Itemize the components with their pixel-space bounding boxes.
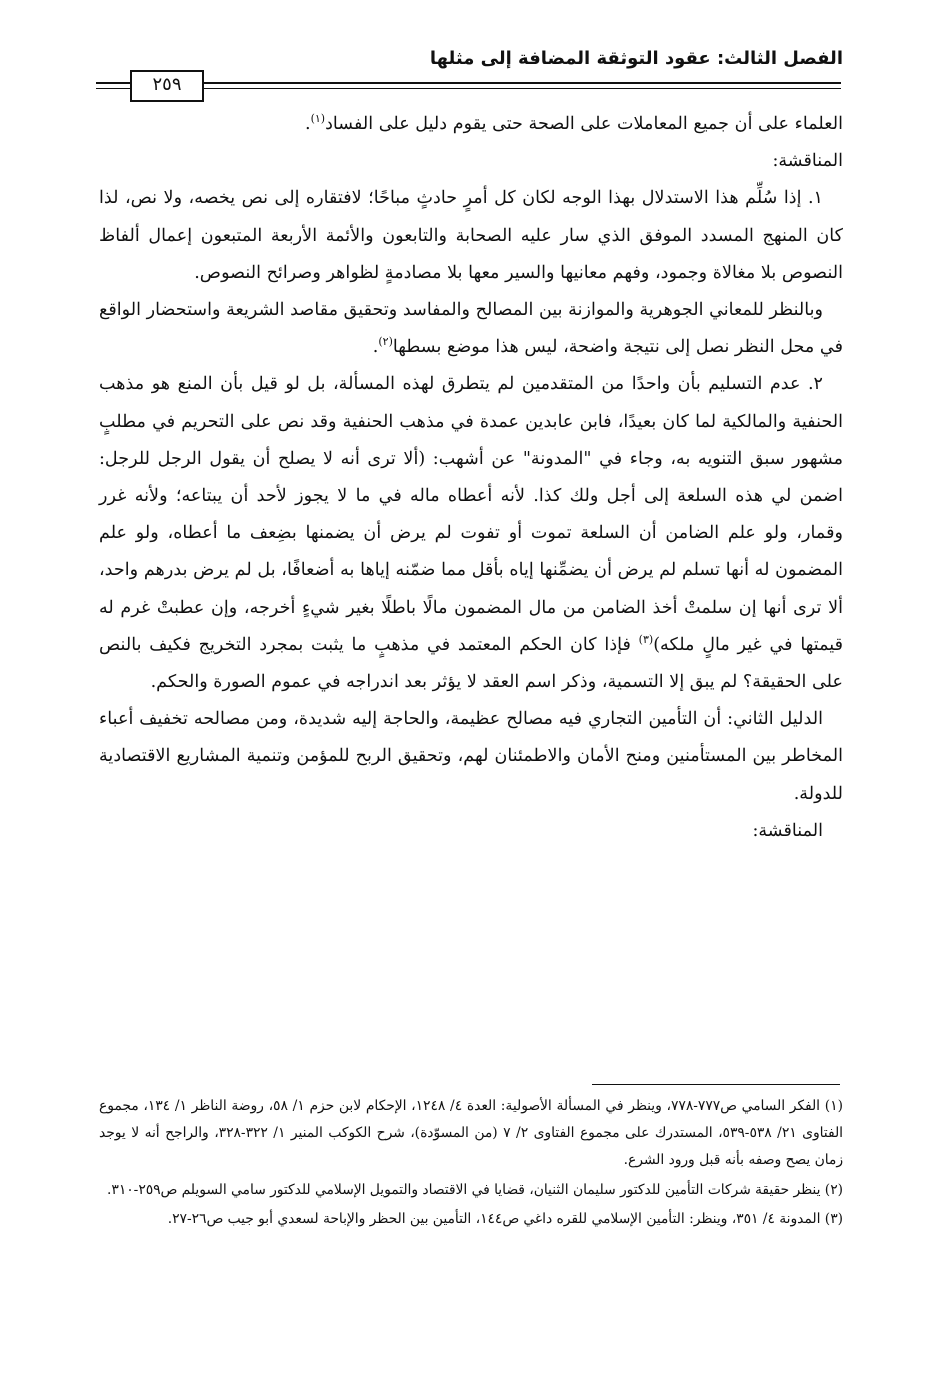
header-rule <box>96 82 841 84</box>
running-header <box>98 48 843 74</box>
paragraph-text: العلماء على أن جميع المعاملات على الصحة حتى يقوم دليل على الفساد <box>325 114 843 134</box>
paragraph-point-2 <box>99 366 843 701</box>
paragraph-point-1: ١. إذا سُلِّم هذا الاستدلال بهذا الوجه لكان كل أمرٍ حادثٍ مباحًا؛ لافتقاره إلى نص يخصه، ولا نص، لذا كان المنهج المسدد الموفق الذي سار عليه الصحابة والتابعون والأئمة الأربعة المتبعون إعمال ألفاظ النصوص بلا مغالاة وجمود، وفهم معانيها والسير معها بلا مصادمةٍ لظواهر وصرائح النصوص. <box>99 188 843 283</box>
paragraph-continuation: العلماء على أن جميع المعاملات على الصحة حتى يقوم دليل على الفساد$^{(١)}$. <box>304 112 843 134</box>
footnotes <box>99 1093 843 1235</box>
paragraph-text: فإذا كان الحكم المعتمد في مذهبٍ ما يثبت بمجرد التخريج فكيف بالنص على الحقيقة؟ لم يبق إلا التسمية، وذكر اسم العقد لا يؤثر بعد اندراجه في عموم الصورة والحكم. <box>99 634 843 693</box>
paragraph-text: وبالنظر للمعاني الجوهرية والموازنة بين المصالح والمفاسد وتحقيق مقاصد الشريعة واستحضار الواقع في محل النظر نصل إلى نتيجة واضحة، ليس هذا موضع بسطها <box>99 300 843 358</box>
footnote-3: (٣) المدونة ٤/ ٣٥١، وينظر: التأمين الإسلامي للقره داغي ص١٤٤، التأمين بين الحظر والإباحة لسعدي أبو جيب ص٢٦-٢٧. <box>167 1210 843 1227</box>
header-rule-thin <box>96 88 841 89</box>
discussion-heading-1: المناقشة: <box>772 151 843 172</box>
paragraph-second-evidence: الدليل الثاني: أن التأمين التجاري فيه مصالح عظيمة، والحاجة إليه شديدة، ومن مصالحه تخفيف أعباء المخاطر بين المستأمنين ومنح الأمان والاطمئنان لهم، وتحقيق الربح للمؤمن وتنمية المشاريع الاقتصادية للدولة. <box>99 709 843 804</box>
discussion-heading-2: المناقشة: <box>752 820 823 841</box>
footnote-ref-2: (٢) <box>378 335 393 349</box>
page-number: ٢٥٩ <box>130 70 204 102</box>
footnote-separator <box>592 1084 840 1085</box>
footnote-2: (٢) ينظر حقيقة شركات التأمين للدكتور سليمان الثنيان، قضايا في الاقتصاد والتمويل الإسلامي للدكتور سامي السويلم ص٢٥٩-٣١٠. <box>107 1181 843 1198</box>
footnote-ref-3: (٣) <box>638 632 654 646</box>
chapter-title: الفصل الثالث: عقود التوثقة المضافة إلى مثلها <box>429 48 843 69</box>
paragraph-text: ٢. عدم التسليم بأن واحدًا من المتقدمين لم يتطرق لهذه المسألة، بل لو قيل بأن المنع هو مذهب الحنفية والمالكية لما كان بعيدًا، فابن عابدين عمدة في مذهب الحنفية وقد نص على التحريم في مطلبٍ مشهور سبق التنويه به، وجاء في "المدونة" عن أشهب: (ألا ترى أنه لا يصلح أن يقول الرجل للرجل: اضمن لي هذه السلعة إلى أجل ولك كذا. لأنه أعطاه ماله في ما لا يجوز لأحد أن يبتاعه؛ ولأنه غرر وقمار، ولو علم الضامن أن السلعة تموت أو تفوت لم يرض أن يضمنها بضِعف ما أعطاه، ولو علم المضمون له أنها تسلم لم يرض أن يضمِّنها إياه بأقل مما ضمّنه إياها به أضعافًا، بل لم يرض بدرهم واحد، ألا ترى أنها إن سلمتْ أخذ الضامن من مال المضمون مالًا باطلًا بغير شيءٍ أخرجه، وإن عطبتْ غرم له قيمتها في غير مالٍ ملكه) <box>99 374 843 655</box>
footnote-ref-1: (١) <box>310 112 326 126</box>
paragraph-balance: وبالنظر للمعاني الجوهرية والموازنة بين المصالح والمفاسد وتحقيق مقاصد الشريعة واستحضار الواقع في محل النظر نصل إلى نتيجة واضحة، ليس هذا موضع بسطها$^{(٢)}$. <box>99 300 843 358</box>
main-text <box>99 106 843 850</box>
footnote-1: (١) الفكر السامي ص٧٧٧-٧٧٨، وينظر في المسألة الأصولية: العدة ٤/ ١٢٤٨، الإحكام لابن حزم ١/ ٥٨، روضة الناظر ١/ ١٣٤، مجموع الفتاوى ٢١/ ٥٣٨-٥٣٩، المستدرك على مجموع الفتاوى ٢/ ٧ (من المسوّدة)، شرح الكوكب المنير ١/ ٣٢٢-٣٢٨، والراجح أنه لا يوجد زمان يصح وصفه بأنه قبل ورود الشرع. <box>99 1098 843 1169</box>
